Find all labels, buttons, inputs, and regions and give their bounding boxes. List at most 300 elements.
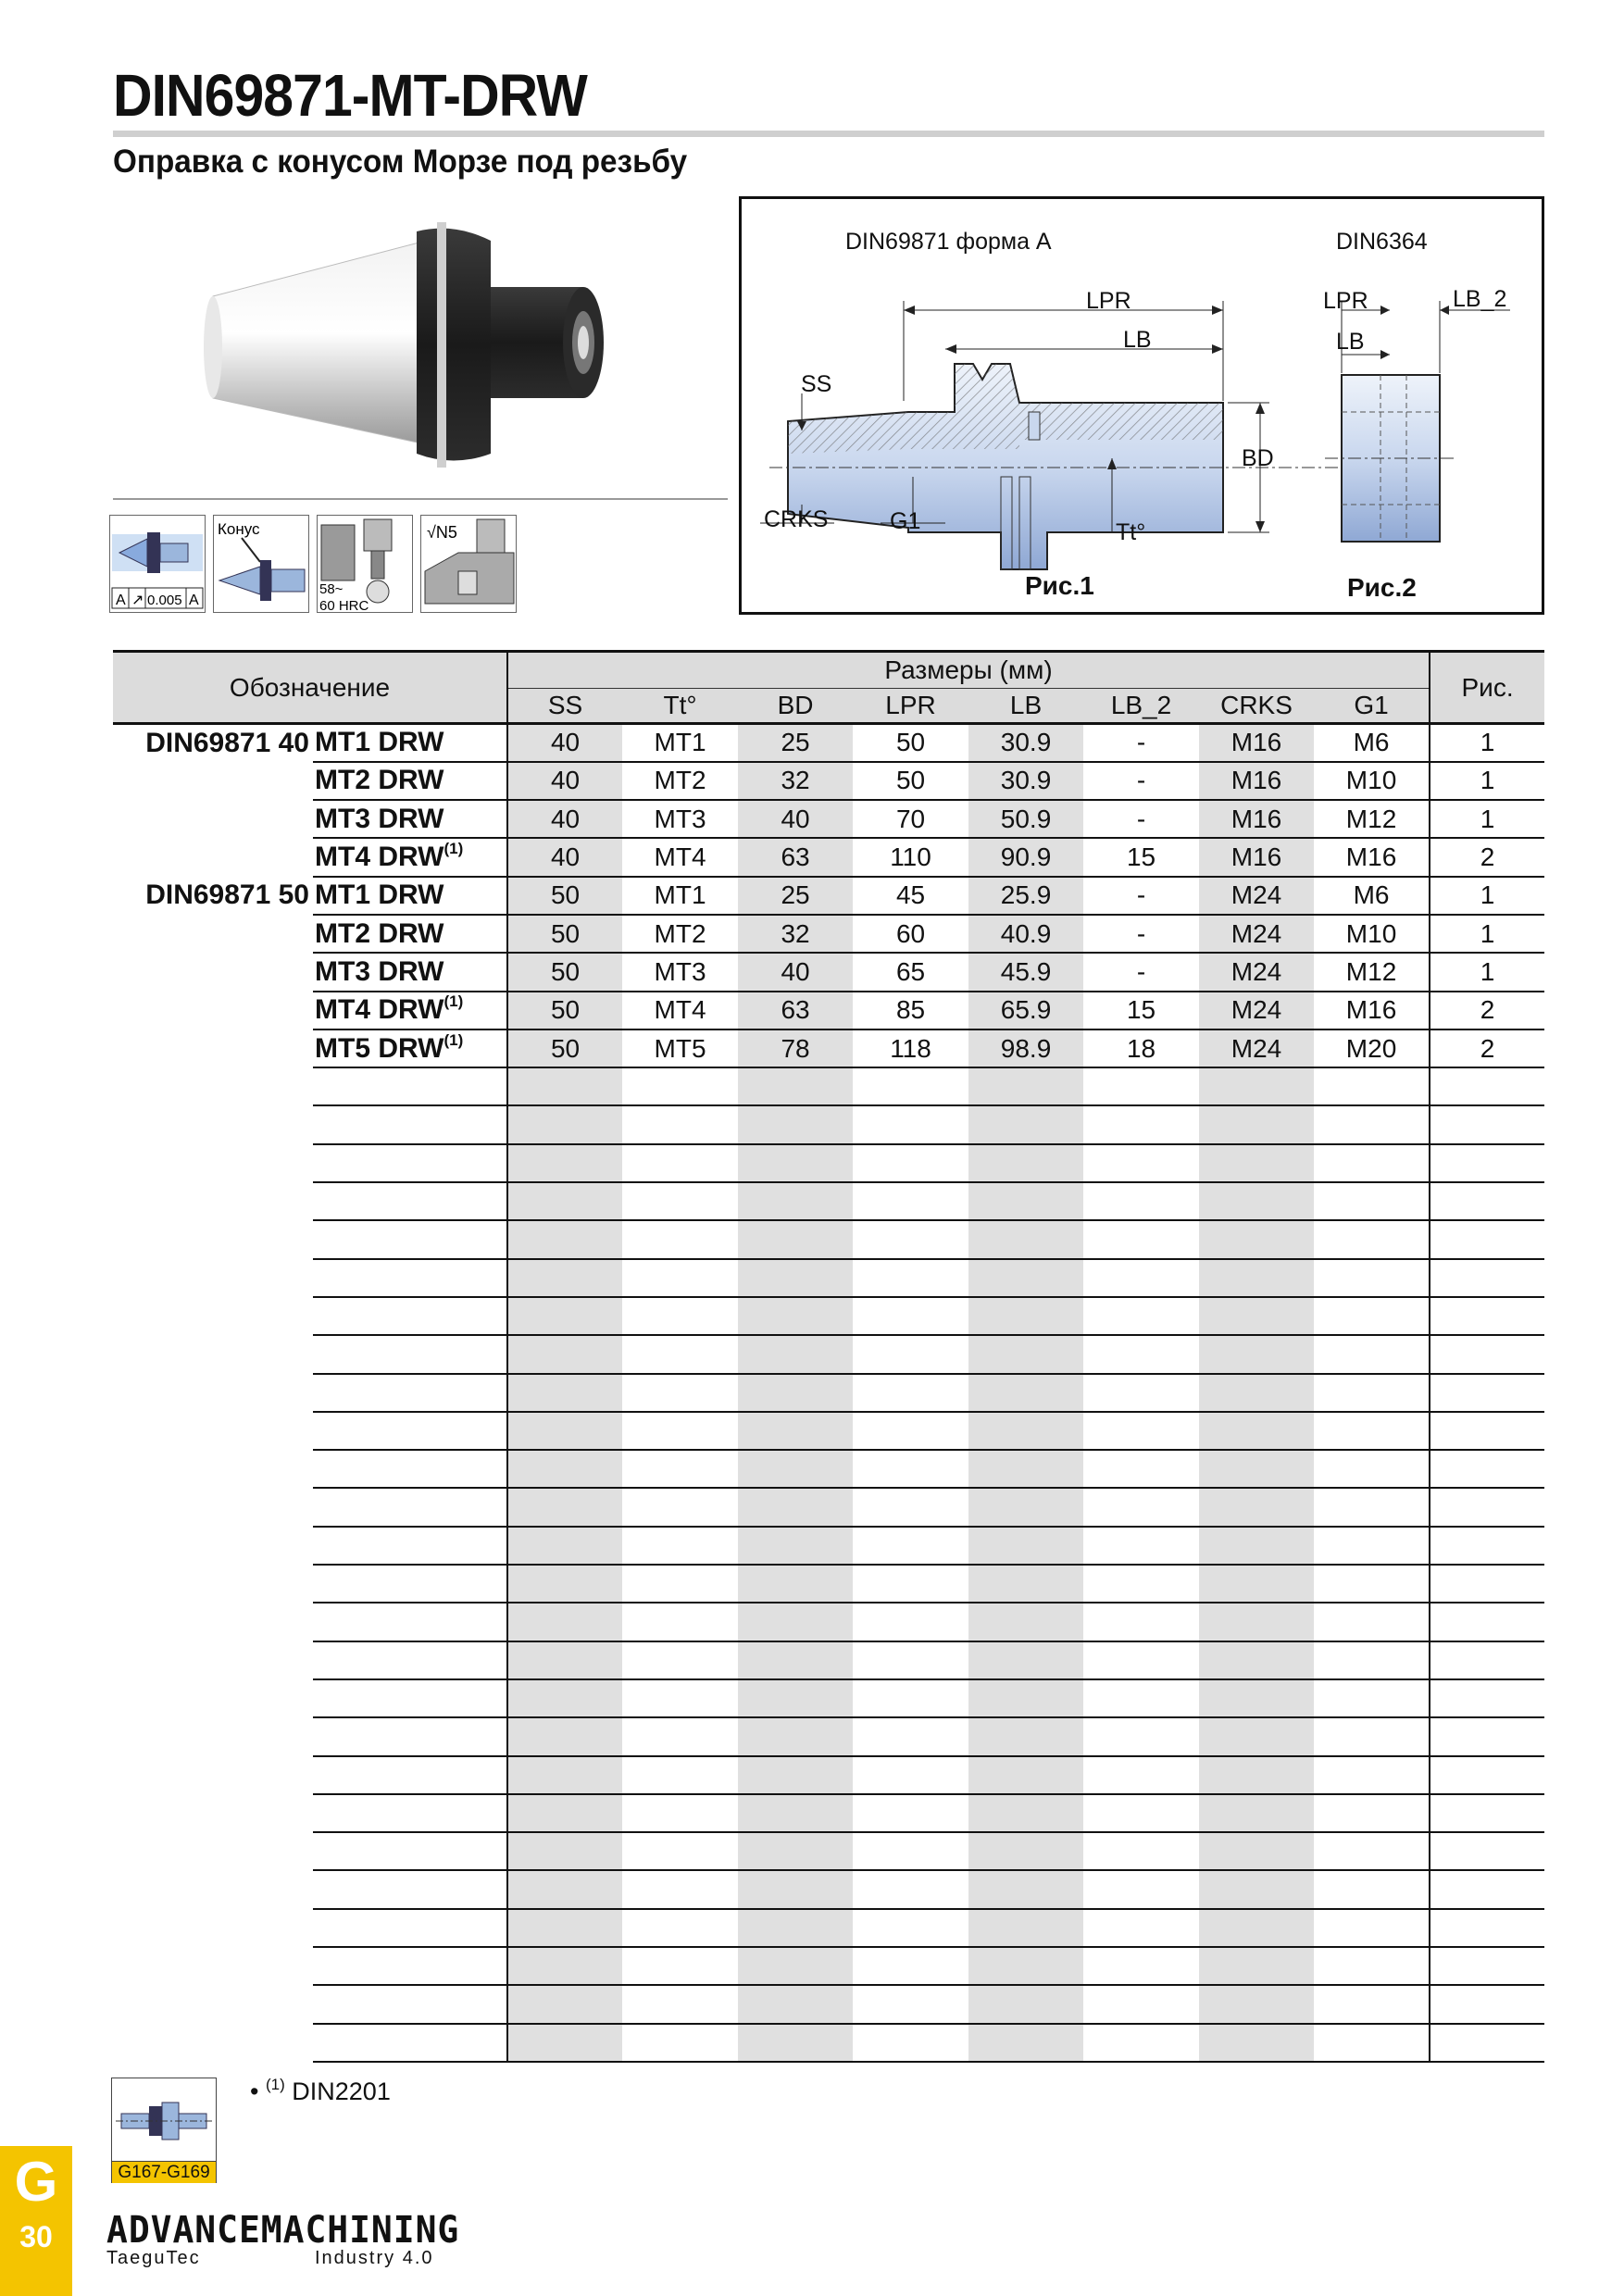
- empty-cell: [113, 1067, 313, 1105]
- empty-cell: [738, 1105, 853, 1143]
- empty-cell: [622, 1603, 738, 1641]
- empty-cell: [313, 1067, 507, 1105]
- cell-bd: 63: [738, 838, 853, 876]
- cell-bd: 63: [738, 992, 853, 1029]
- footnote-bullet: •: [250, 2078, 259, 2105]
- empty-cell: [1199, 1565, 1314, 1603]
- runout-value: 0.005: [147, 593, 182, 608]
- empty-cell: [1314, 1144, 1430, 1182]
- empty-cell: [622, 1947, 738, 1985]
- cell-bd: 40: [738, 953, 853, 991]
- empty-cell: [968, 1794, 1083, 1832]
- title-divider: [113, 131, 1544, 137]
- cell-bd: 32: [738, 915, 853, 953]
- cell-lpr: 85: [853, 992, 968, 1029]
- empty-cell: [738, 2024, 853, 2062]
- empty-cell: [738, 1909, 853, 1947]
- cone-icon: [213, 515, 309, 613]
- row-designation: [313, 992, 507, 1029]
- empty-cell: [1430, 1832, 1544, 1870]
- cell-bd: 40: [738, 800, 853, 838]
- empty-cell: [1314, 1909, 1430, 1947]
- empty-row: [113, 1067, 1544, 1105]
- empty-cell: [853, 1220, 968, 1258]
- cell-g1: M6: [1314, 877, 1430, 915]
- empty-cell: [968, 1717, 1083, 1755]
- empty-cell: [1199, 1450, 1314, 1488]
- empty-row: [113, 1909, 1544, 1947]
- cell-tt: MT1: [622, 877, 738, 915]
- empty-cell: [738, 1067, 853, 1105]
- empty-cell: [313, 1527, 507, 1565]
- cell-crks: M16: [1199, 762, 1314, 800]
- empty-cell: [853, 1717, 968, 1755]
- empty-cell: [853, 1947, 968, 1985]
- empty-cell: [1083, 1641, 1199, 1679]
- empty-cell: [968, 1182, 1083, 1220]
- empty-cell: [622, 1985, 738, 2023]
- empty-cell: [507, 1488, 622, 1526]
- empty-row: [113, 1985, 1544, 2023]
- col-header-lb: LB: [968, 689, 1083, 724]
- empty-cell: [1199, 1488, 1314, 1526]
- empty-cell: [968, 1335, 1083, 1373]
- empty-cell: [622, 1756, 738, 1794]
- empty-cell: [738, 1870, 853, 1908]
- empty-cell: [507, 1335, 622, 1373]
- empty-cell: [1083, 1220, 1199, 1258]
- empty-row: [113, 1603, 1544, 1641]
- empty-cell: [1199, 1527, 1314, 1565]
- ss-label: SS: [801, 371, 832, 397]
- empty-cell: [313, 1947, 507, 1985]
- empty-cell: [113, 2024, 313, 2062]
- empty-cell: [1314, 1756, 1430, 1794]
- empty-cell: [1430, 1565, 1544, 1603]
- footnote: [250, 2078, 391, 2106]
- empty-cell: [853, 1985, 968, 2023]
- col-header-ss: SS: [507, 689, 622, 724]
- empty-cell: [1314, 1374, 1430, 1412]
- row-group: [113, 1029, 313, 1067]
- crks-label: CRKS: [764, 506, 829, 532]
- row-designation-name: MT3 DRW: [315, 955, 444, 987]
- empty-cell: [507, 1909, 622, 1947]
- product-photo: [194, 222, 639, 472]
- lb-fig2-label: LB: [1336, 329, 1365, 355]
- cell-tt: MT3: [622, 953, 738, 991]
- empty-cell: [622, 1832, 738, 1870]
- empty-cell: [313, 1794, 507, 1832]
- cell-ris: 1: [1430, 877, 1544, 915]
- empty-cell: [622, 1717, 738, 1755]
- fig1-title: DIN69871 форма A: [845, 229, 1052, 255]
- empty-cell: [1430, 1144, 1544, 1182]
- row-designation: [313, 1029, 507, 1067]
- empty-cell: [853, 1182, 968, 1220]
- cell-lpr: 45: [853, 877, 968, 915]
- hardness-icon: [317, 515, 413, 613]
- empty-cell: [968, 1488, 1083, 1526]
- table-row: [113, 1029, 1544, 1067]
- empty-cell: [313, 1182, 507, 1220]
- empty-row: [113, 1717, 1544, 1755]
- cell-lpr: 65: [853, 953, 968, 991]
- empty-cell: [1430, 1679, 1544, 1717]
- cell-lb: 98.9: [968, 1029, 1083, 1067]
- empty-cell: [313, 1603, 507, 1641]
- empty-cell: [622, 1412, 738, 1450]
- page-title: DIN69871-MT-DRW: [113, 62, 587, 129]
- empty-cell: [1083, 1488, 1199, 1526]
- row-group: [113, 992, 313, 1029]
- empty-cell: [622, 1297, 738, 1335]
- empty-cell: [853, 1756, 968, 1794]
- row-group: [113, 953, 313, 991]
- cell-lb: 25.9: [968, 877, 1083, 915]
- empty-cell: [968, 1259, 1083, 1297]
- cell-lb2: -: [1083, 953, 1199, 991]
- empty-cell: [1430, 1374, 1544, 1412]
- cell-crks: M16: [1199, 724, 1314, 762]
- empty-cell: [1314, 1603, 1430, 1641]
- empty-cell: [968, 1374, 1083, 1412]
- cell-ss: 40: [507, 838, 622, 876]
- empty-cell: [1314, 1220, 1430, 1258]
- empty-cell: [113, 1565, 313, 1603]
- section-letter: G: [14, 2151, 58, 2213]
- empty-row: [113, 1450, 1544, 1488]
- empty-cell: [1083, 1412, 1199, 1450]
- table-row: [113, 762, 1544, 800]
- empty-cell: [1083, 1297, 1199, 1335]
- empty-row: [113, 1832, 1544, 1870]
- cell-ss: 40: [507, 800, 622, 838]
- empty-cell: [968, 1985, 1083, 2023]
- empty-cell: [738, 1717, 853, 1755]
- empty-cell: [1083, 1335, 1199, 1373]
- cell-ris: 2: [1430, 838, 1544, 876]
- empty-cell: [738, 1182, 853, 1220]
- empty-cell: [113, 1717, 313, 1755]
- empty-row: [113, 1144, 1544, 1182]
- empty-cell: [738, 1144, 853, 1182]
- empty-cell: [113, 1641, 313, 1679]
- empty-cell: [738, 1794, 853, 1832]
- empty-cell: [113, 1220, 313, 1258]
- empty-cell: [313, 1335, 507, 1373]
- empty-cell: [968, 1412, 1083, 1450]
- cell-crks: M24: [1199, 915, 1314, 953]
- empty-cell: [113, 1450, 313, 1488]
- lb-label: LB: [1123, 327, 1152, 353]
- empty-cell: [968, 2024, 1083, 2062]
- hardness-label-2: 60 HRC: [319, 598, 369, 614]
- cell-ss: 50: [507, 992, 622, 1029]
- svg-text:↗: ↗: [131, 593, 144, 608]
- empty-cell: [1199, 1105, 1314, 1143]
- empty-row: [113, 1794, 1544, 1832]
- empty-cell: [738, 1220, 853, 1258]
- empty-cell: [313, 1488, 507, 1526]
- empty-cell: [853, 1105, 968, 1143]
- empty-cell: [113, 1488, 313, 1526]
- empty-cell: [113, 1297, 313, 1335]
- cell-bd: 32: [738, 762, 853, 800]
- cell-bd: 25: [738, 724, 853, 762]
- empty-cell: [968, 1679, 1083, 1717]
- empty-cell: [313, 1259, 507, 1297]
- cell-ss: 40: [507, 762, 622, 800]
- empty-cell: [507, 1297, 622, 1335]
- table-row: [113, 992, 1544, 1029]
- empty-cell: [507, 1947, 622, 1985]
- empty-cell: [113, 1870, 313, 1908]
- empty-cell: [1083, 1756, 1199, 1794]
- cell-ris: 2: [1430, 1029, 1544, 1067]
- cell-ris: 1: [1430, 800, 1544, 838]
- empty-cell: [738, 1450, 853, 1488]
- empty-cell: [1083, 1182, 1199, 1220]
- empty-cell: [1199, 1297, 1314, 1335]
- cell-lb2: -: [1083, 915, 1199, 953]
- empty-cell: [853, 1450, 968, 1488]
- cell-g1: M16: [1314, 838, 1430, 876]
- empty-cell: [853, 1641, 968, 1679]
- empty-cell: [968, 1297, 1083, 1335]
- cell-tt: MT1: [622, 724, 738, 762]
- empty-cell: [1314, 1947, 1430, 1985]
- empty-cell: [1199, 1756, 1314, 1794]
- cell-g1: M20: [1314, 1029, 1430, 1067]
- pull-stud-ref-link[interactable]: G167-G169: [112, 2161, 216, 2183]
- empty-cell: [1199, 1717, 1314, 1755]
- cell-ss: 50: [507, 1029, 622, 1067]
- brand-sub-right: Industry 4.0: [315, 2248, 434, 2268]
- empty-cell: [853, 1335, 968, 1373]
- empty-cell: [113, 1144, 313, 1182]
- empty-cell: [1314, 1985, 1430, 2023]
- empty-cell: [1199, 1220, 1314, 1258]
- empty-cell: [507, 1067, 622, 1105]
- empty-cell: [313, 1756, 507, 1794]
- empty-row: [113, 1870, 1544, 1908]
- empty-cell: [313, 1144, 507, 1182]
- empty-cell: [1314, 1832, 1430, 1870]
- empty-cell: [1314, 1412, 1430, 1450]
- cell-ss: 50: [507, 877, 622, 915]
- empty-row: [113, 1374, 1544, 1412]
- empty-cell: [622, 1220, 738, 1258]
- page-number: 30: [19, 2220, 53, 2253]
- empty-cell: [507, 1756, 622, 1794]
- empty-cell: [1314, 2024, 1430, 2062]
- row-group: DIN69871 50: [145, 880, 309, 911]
- cell-lb: 90.9: [968, 838, 1083, 876]
- empty-cell: [1083, 1105, 1199, 1143]
- empty-cell: [113, 1909, 313, 1947]
- row-footnote-marker: (1): [443, 840, 464, 858]
- empty-cell: [738, 1832, 853, 1870]
- empty-row: [113, 1679, 1544, 1717]
- empty-cell: [853, 1832, 968, 1870]
- empty-cell: [1199, 1603, 1314, 1641]
- cell-lb: 30.9: [968, 762, 1083, 800]
- empty-cell: [507, 1144, 622, 1182]
- runout-datum-label-2: A: [189, 593, 199, 608]
- empty-cell: [968, 1909, 1083, 1947]
- empty-cell: [113, 1412, 313, 1450]
- table-row: [113, 877, 1544, 915]
- cell-tt: MT5: [622, 1029, 738, 1067]
- cell-tt: MT4: [622, 838, 738, 876]
- row-designation-name: MT1 DRW: [315, 880, 444, 911]
- empty-cell: [1314, 1182, 1430, 1220]
- empty-cell: [313, 2024, 507, 2062]
- empty-cell: [1314, 1488, 1430, 1526]
- cell-g1: M6: [1314, 724, 1430, 762]
- row-group: [113, 838, 313, 876]
- empty-cell: [507, 1412, 622, 1450]
- tt-label: Tt°: [1116, 519, 1146, 545]
- empty-cell: [507, 1220, 622, 1258]
- table-row: [113, 915, 1544, 953]
- empty-cell: [507, 1794, 622, 1832]
- table-row: [113, 724, 1544, 762]
- empty-cell: [853, 1794, 968, 1832]
- empty-cell: [1083, 1909, 1199, 1947]
- empty-cell: [313, 1870, 507, 1908]
- empty-cell: [1430, 1947, 1544, 1985]
- empty-cell: [1083, 1067, 1199, 1105]
- cell-crks: M16: [1199, 800, 1314, 838]
- empty-row: [113, 1182, 1544, 1220]
- footnote-text: DIN2201: [292, 2078, 391, 2105]
- cell-lb2: -: [1083, 724, 1199, 762]
- row-designation-name: MT2 DRW: [315, 765, 444, 796]
- empty-cell: [853, 1527, 968, 1565]
- empty-cell: [968, 1641, 1083, 1679]
- cell-lb: 45.9: [968, 953, 1083, 991]
- cell-lb2: 15: [1083, 992, 1199, 1029]
- cell-g1: M10: [1314, 915, 1430, 953]
- page-subtitle: Оправка с конусом Морзе под резьбу: [113, 144, 688, 180]
- empty-cell: [1314, 1297, 1430, 1335]
- empty-cell: [1083, 1947, 1199, 1985]
- empty-cell: [507, 1985, 622, 2023]
- empty-cell: [113, 1259, 313, 1297]
- empty-cell: [507, 2024, 622, 2062]
- row-footnote-marker: (1): [443, 1030, 464, 1049]
- fig2-title: DIN6364: [1336, 229, 1428, 255]
- lb2-dim-label: LB_2: [1453, 286, 1507, 312]
- cell-ris: 2: [1430, 992, 1544, 1029]
- row-group: DIN69871 40: [145, 727, 309, 758]
- empty-cell: [1199, 1374, 1314, 1412]
- empty-cell: [738, 1259, 853, 1297]
- empty-cell: [1314, 1067, 1430, 1105]
- empty-cell: [968, 1527, 1083, 1565]
- cell-crks: M24: [1199, 1029, 1314, 1067]
- cell-ris: 1: [1430, 953, 1544, 991]
- empty-cell: [1430, 1603, 1544, 1641]
- empty-cell: [853, 1565, 968, 1603]
- empty-cell: [738, 1641, 853, 1679]
- empty-cell: [622, 1105, 738, 1143]
- empty-cell: [1199, 2024, 1314, 2062]
- empty-cell: [113, 1794, 313, 1832]
- row-group: [113, 915, 313, 953]
- empty-cell: [853, 1679, 968, 1717]
- empty-cell: [113, 1527, 313, 1565]
- lpr-label: LPR: [1086, 288, 1131, 314]
- empty-cell: [507, 1641, 622, 1679]
- lpr2-label: LPR: [1323, 288, 1368, 314]
- empty-cell: [507, 1527, 622, 1565]
- empty-cell: [313, 1832, 507, 1870]
- dimensions-header: Размеры (мм): [507, 652, 1430, 689]
- designation-header: Обозначение: [113, 652, 507, 724]
- empty-cell: [1314, 1527, 1430, 1565]
- empty-cell: [1199, 1641, 1314, 1679]
- empty-cell: [1430, 1220, 1544, 1258]
- ris-header: Рис.: [1430, 652, 1544, 724]
- cell-g1: M16: [1314, 992, 1430, 1029]
- empty-cell: [313, 1717, 507, 1755]
- empty-row: [113, 1641, 1544, 1679]
- empty-cell: [1314, 1259, 1430, 1297]
- empty-cell: [507, 1105, 622, 1143]
- empty-cell: [1430, 1527, 1544, 1565]
- empty-cell: [507, 1259, 622, 1297]
- empty-cell: [1199, 1679, 1314, 1717]
- cell-lpr: 60: [853, 915, 968, 953]
- empty-cell: [622, 1067, 738, 1105]
- cell-crks: M24: [1199, 953, 1314, 991]
- row-footnote-marker: (1): [443, 992, 464, 1011]
- empty-cell: [622, 1144, 738, 1182]
- row-group: [113, 762, 313, 800]
- empty-cell: [313, 1412, 507, 1450]
- empty-cell: [1199, 1909, 1314, 1947]
- runout-icon: [109, 515, 206, 613]
- row-designation-name: MT4 DRW: [315, 994, 444, 1026]
- cell-lb: 65.9: [968, 992, 1083, 1029]
- empty-row: [113, 1297, 1544, 1335]
- empty-cell: [738, 1297, 853, 1335]
- empty-cell: [853, 1144, 968, 1182]
- cell-lpr: 118: [853, 1029, 968, 1067]
- empty-cell: [507, 1182, 622, 1220]
- empty-cell: [622, 1374, 738, 1412]
- brand-logo: ADVANCEMACHINING: [106, 2209, 460, 2252]
- empty-cell: [853, 1374, 968, 1412]
- empty-cell: [1430, 1067, 1544, 1105]
- row-designation: [313, 724, 507, 762]
- empty-cell: [622, 1565, 738, 1603]
- empty-cell: [113, 1679, 313, 1717]
- cell-tt: MT2: [622, 762, 738, 800]
- empty-cell: [113, 1374, 313, 1412]
- empty-cell: [1430, 1870, 1544, 1908]
- runout-datum-label: A: [116, 593, 126, 608]
- empty-cell: [853, 1259, 968, 1297]
- cell-crks: M16: [1199, 838, 1314, 876]
- empty-cell: [1199, 1182, 1314, 1220]
- empty-cell: [1314, 1679, 1430, 1717]
- empty-cell: [1430, 1985, 1544, 2023]
- empty-cell: [968, 1105, 1083, 1143]
